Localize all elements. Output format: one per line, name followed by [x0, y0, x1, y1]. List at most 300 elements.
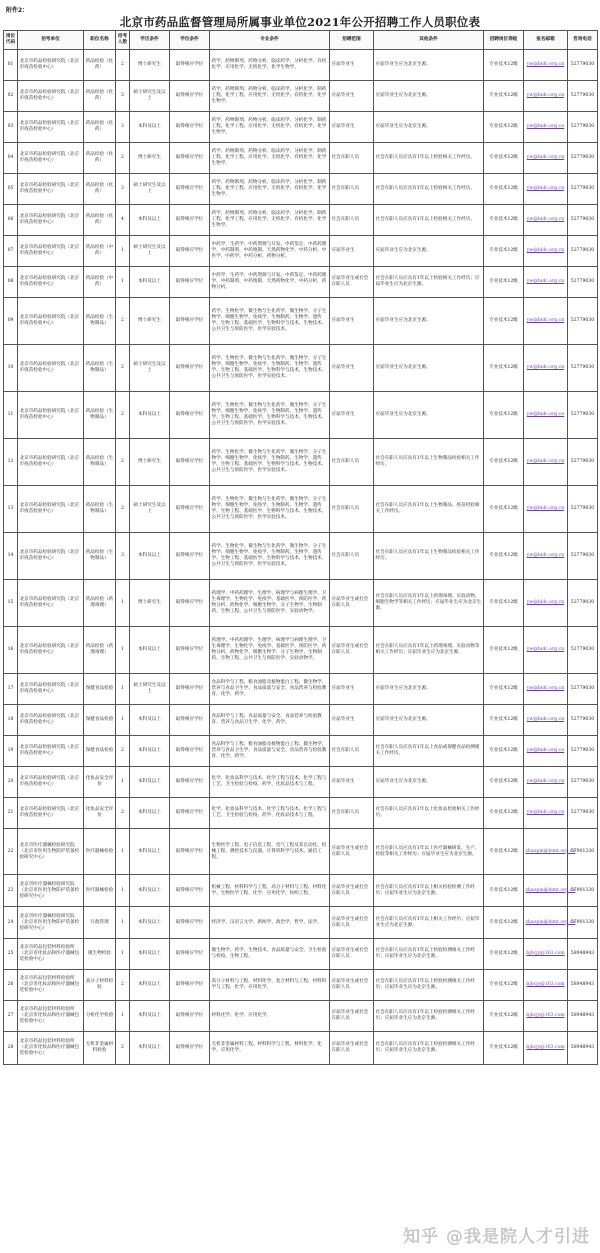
cell-degree: 取得相应学位	[170, 298, 210, 345]
cell-edu: 博士研究生	[130, 580, 170, 627]
cell-edu: 本科及以上	[130, 705, 170, 736]
cell-position: 药品检验（药理毒理）	[84, 580, 116, 627]
cell-unit: 北京市药品检验研究院（北京市疫苗检验中心）	[18, 50, 84, 81]
cell-email[interactable]: yw@bidc.org.cn	[524, 143, 568, 174]
cell-email[interactable]: yw@bidc.org.cn	[524, 767, 568, 798]
cell-level: 专业技术12级	[484, 674, 524, 705]
cell-unit: 北京市医疗器械检验研究院（北京市医用生物防护装备检验研究中心）	[18, 907, 84, 939]
cell-level: 专业技术12级	[484, 267, 524, 298]
cell-unit: 北京市药品包装材料检验所（北京市化妆品和医疗器械包装检验中心）	[18, 1032, 84, 1065]
table-row	[4, 907, 598, 939]
cell-phone: 52779030	[568, 143, 598, 174]
cell-edu: 硕士研究生及以上	[130, 345, 170, 392]
cell-other: 社会在职人员应具有1年以上食品或保健食品检测相关工作经历。	[374, 736, 484, 767]
cell-phone: 52779030	[568, 674, 598, 705]
cell-unit: 北京市药品检验研究院（北京市疫苗检验中心）	[18, 81, 84, 112]
cell-num: 3	[116, 81, 130, 112]
cell-edu: 硕士研究生及以上	[130, 674, 170, 705]
cell-num: 1	[116, 705, 130, 736]
table-row	[4, 705, 598, 736]
cell-code: 21	[4, 798, 18, 829]
cell-email[interactable]: yw@bidc.org.cn	[524, 345, 568, 392]
cell-major: 药学、药物制剂、药物分析、临床药学、分析化学、制药工程、化学工程、应用化学、无机化学、有机化学、化学生物学。	[210, 143, 330, 174]
cell-scope: 社会在职人员	[330, 439, 374, 486]
cell-num: 2	[116, 298, 130, 345]
table-row	[4, 736, 598, 767]
cell-email[interactable]: bjbcjy@163.com	[524, 1001, 568, 1032]
cell-code: 12	[4, 439, 18, 486]
cell-other: 应届毕业生应为北京生源。	[374, 767, 484, 798]
cell-phone: 58948943	[568, 1032, 598, 1065]
col-header: 岗位代码	[4, 31, 18, 50]
cell-major: 药学、生物化学、微生物与生化药学、微生物学、分子生物学、细胞生物学、免疫学、生物制药、生物学、遗传学、生物工程、基础医学、生物科学与技术、生物技术、公共卫生与预防医学、医学实验技术。	[210, 392, 330, 439]
cell-unit: 北京市药品检验研究院（北京市疫苗检验中心）	[18, 674, 84, 705]
table-row	[4, 174, 598, 205]
cell-position: 药品检验（化药）	[84, 81, 116, 112]
cell-scope: 社会在职人员	[330, 205, 374, 236]
cell-major: 食品科学与工程、粮食油脂及植物蛋白工程、微生物学、营养与食品卫生学、食品质量与安全、食品营养与检验教育、化学、药学。	[210, 736, 330, 767]
cell-unit: 北京市药品检验研究院（北京市疫苗检验中心）	[18, 298, 84, 345]
cell-level: 专业技术12级	[484, 970, 524, 1001]
cell-num: 2	[116, 392, 130, 439]
col-header: 学位条件	[170, 31, 210, 50]
cell-num: 3	[116, 112, 130, 143]
cell-position: 保健食品检验	[84, 705, 116, 736]
cell-scope: 社会在职人员	[330, 533, 374, 580]
cell-code: 22	[4, 829, 18, 875]
cell-degree: 取得相应学位	[170, 174, 210, 205]
cell-email[interactable]: yw@bidc.org.cn	[524, 736, 568, 767]
cell-email[interactable]: yw@bidc.org.cn	[524, 627, 568, 674]
cell-unit: 北京市药品包装材料检验所（北京市化妆品和医疗器械包装检验中心）	[18, 970, 84, 1001]
cell-major: 无机非金属材料工程、材料科学与工程、材料化学、化学、应用化学。	[210, 1032, 330, 1065]
cell-email[interactable]: bjbcjy@163.com	[524, 970, 568, 1001]
cell-code: 17	[4, 674, 18, 705]
cell-scope: 应届毕业生或社会在职人员	[330, 875, 374, 907]
cell-other: 社会在职人员应具有1年以上检验相关工作经历。	[374, 174, 484, 205]
cell-degree: 取得相应学位	[170, 767, 210, 798]
cell-level: 专业技术12级	[484, 486, 524, 533]
cell-scope: 社会在职人员	[330, 798, 374, 829]
cell-level: 专业技术12级	[484, 236, 524, 267]
cell-edu: 博士研究生	[130, 298, 170, 345]
cell-degree: 取得相应学位	[170, 533, 210, 580]
cell-position: 药品检验（化药）	[84, 143, 116, 174]
cell-email[interactable]: yw@bidc.org.cn	[524, 798, 568, 829]
table-row	[4, 674, 598, 705]
cell-position: 药品检验（化药）	[84, 205, 116, 236]
cell-code: 24	[4, 907, 18, 939]
page-title: 北京市药品监督管理局所属事业单位2021年公开招聘工作人员职位表	[119, 15, 481, 29]
col-header: 招聘范围	[330, 31, 374, 50]
cell-other: 社会在职人员应具有1年以上检验检测相关工作经历；应届毕业生应为北京生源。	[374, 1032, 484, 1065]
cell-level: 专业技术12级	[484, 1032, 524, 1065]
cell-unit: 北京市药品包装材料检验所（北京市化妆品和医疗器械包装检验中心）	[18, 939, 84, 970]
cell-code: 23	[4, 875, 18, 907]
cell-num: 2	[116, 486, 130, 533]
cell-major: 微生物学、药学、生物技术、食品质量与安全、卫生检验与检疫、生物工程。	[210, 939, 330, 970]
cell-code: 08	[4, 267, 18, 298]
cell-edu: 硕士研究生及以上	[130, 174, 170, 205]
cell-scope: 应届毕业生或社会在职人员	[330, 939, 374, 970]
cell-phone: 52779030	[568, 81, 598, 112]
cell-code: 09	[4, 298, 18, 345]
cell-num: 2	[116, 970, 130, 1001]
cell-email[interactable]: yw@bidc.org.cn	[524, 674, 568, 705]
cell-phone: 52779030	[568, 705, 598, 736]
cell-num: 3	[116, 174, 130, 205]
cell-scope: 应届毕业生	[330, 50, 374, 81]
cell-degree: 取得相应学位	[170, 112, 210, 143]
col-header: 招考单位	[18, 31, 84, 50]
table-body	[4, 50, 598, 1065]
cell-code: 20	[4, 767, 18, 798]
cell-other: 社会在职人员应具有1年以上检验检测相关工作经历；应届毕业生应为北京生源。	[374, 1001, 484, 1032]
table-row	[4, 875, 598, 907]
cell-email[interactable]: yw@bidc.org.cn	[524, 486, 568, 533]
col-header: 招聘岗位等级	[484, 31, 524, 50]
cell-edu: 博士研究生	[130, 50, 170, 81]
cell-edu: 本科及以上	[130, 533, 170, 580]
cell-unit: 北京市药品检验研究院（北京市疫苗检验中心）	[18, 205, 84, 236]
table-row	[4, 112, 598, 143]
cell-code: 28	[4, 1032, 18, 1065]
cell-num: 1	[116, 939, 130, 970]
cell-code: 18	[4, 705, 18, 736]
cell-num: 1	[116, 1001, 130, 1032]
cell-other: 社会在职人员应具有1年以上药理毒理、实验动物等相关工作经历；应届毕业生应为北京生源。	[374, 627, 484, 674]
cell-edu: 本科及以上	[130, 267, 170, 298]
cell-email[interactable]: yw@bidc.org.cn	[524, 50, 568, 81]
cell-num: 1	[116, 267, 130, 298]
cell-position: 保健食品检验	[84, 674, 116, 705]
cell-major: 药学、药物制剂、药物分析、临床药学、分析化学、有机化学、应用化学、无机化学、化学生物学。	[210, 50, 330, 81]
table-row	[4, 1001, 598, 1032]
cell-unit: 北京市医疗器械检验研究院（北京市医用生物防护装备检验研究中心）	[18, 829, 84, 875]
cell-position: 药品检验（化药）	[84, 174, 116, 205]
cell-num: 3	[116, 533, 130, 580]
cell-phone: 52779030	[568, 392, 598, 439]
cell-degree: 取得相应学位	[170, 50, 210, 81]
cell-code: 11	[4, 392, 18, 439]
cell-degree: 取得相应学位	[170, 705, 210, 736]
col-header: 其他条件	[374, 31, 484, 50]
cell-phone: 52779030	[568, 736, 598, 767]
cell-unit: 北京市药品检验研究院（北京市疫苗检验中心）	[18, 580, 84, 627]
cell-email[interactable]: zhaopin@bimt.org.cn	[524, 907, 568, 939]
cell-num: 1	[116, 674, 130, 705]
cell-position: 药品检验（生物制品）	[84, 439, 116, 486]
cell-position: 高分子材料检验	[84, 970, 116, 1001]
cell-degree: 取得相应学位	[170, 798, 210, 829]
cell-level: 专业技术12级	[484, 939, 524, 970]
cell-unit: 北京市药品检验研究院（北京市疫苗检验中心）	[18, 392, 84, 439]
cell-edu: 博士研究生	[130, 143, 170, 174]
cell-position: 药品检验（生物制品）	[84, 533, 116, 580]
cell-position: 无机非金属材料检验	[84, 1032, 116, 1065]
cell-code: 10	[4, 345, 18, 392]
cell-phone: 52779030	[568, 533, 598, 580]
cell-code: 01	[4, 50, 18, 81]
cell-edu: 本科及以上	[130, 829, 170, 875]
cell-level: 专业技术12级	[484, 580, 524, 627]
cell-num: 2	[116, 798, 130, 829]
cell-position: 微生物检验	[84, 939, 116, 970]
cell-num: 1	[116, 907, 130, 939]
col-header: 学历条件	[130, 31, 170, 50]
table-row	[4, 1032, 598, 1065]
cell-email[interactable]: yw@bidc.org.cn	[524, 267, 568, 298]
cell-other: 应届毕业生应为北京生源。	[374, 345, 484, 392]
cell-major: 药学、生物化学、微生物与生化药学、微生物学、分子生物学、细胞生物学、免疫学、生物制药、生物学、遗传学、生物工程、基础医学、生物科学与技术、生物技术、公共卫生与预防医学、医学实验技术。	[210, 486, 330, 533]
cell-code: 05	[4, 174, 18, 205]
cell-email[interactable]: yw@bidc.org.cn	[524, 81, 568, 112]
cell-phone: 52779030	[568, 174, 598, 205]
cell-position: 药品检验（化药）	[84, 50, 116, 81]
cell-email[interactable]: yw@bidc.org.cn	[524, 533, 568, 580]
cell-email[interactable]: yw@bidc.org.cn	[524, 705, 568, 736]
cell-code: 07	[4, 236, 18, 267]
cell-num: 2	[116, 143, 130, 174]
cell-level: 专业技术12级	[484, 174, 524, 205]
cell-level: 专业技术12级	[484, 798, 524, 829]
cell-code: 19	[4, 736, 18, 767]
cell-email[interactable]: yw@bidc.org.cn	[524, 298, 568, 345]
cell-phone: 52779030	[568, 267, 598, 298]
cell-num: 1	[116, 580, 130, 627]
cell-degree: 取得相应学位	[170, 81, 210, 112]
cell-scope: 社会在职人员	[330, 736, 374, 767]
col-header: 专业条件	[210, 31, 330, 50]
cell-unit: 北京市药品检验研究院（北京市疫苗检验中心）	[18, 767, 84, 798]
cell-major: 食品科学与工程、食品质量与安全、食品营养与检验教育、营养与食品卫生学、化学、药学。	[210, 705, 330, 736]
table-row	[4, 236, 598, 267]
cell-email[interactable]: zhaopin@bimt.org.cn	[524, 829, 568, 875]
cell-code: 06	[4, 205, 18, 236]
cell-degree: 取得相应学位	[170, 345, 210, 392]
cell-other: 社会在职人员应具有1年以上检验检测相关工作经历；应届毕业生应为北京生源。	[374, 970, 484, 1001]
col-header: 咨询电话	[568, 31, 598, 50]
cell-position: 行政管理	[84, 907, 116, 939]
cell-position: 药品检验（生物制品）	[84, 345, 116, 392]
table-row	[4, 345, 598, 392]
cell-major: 药学、药物制剂、药物分析、临床药学、分析化学、制药工程、化学工程、应用化学、无机化学、有机化学、化学生物学。	[210, 81, 330, 112]
cell-level: 专业技术12级	[484, 205, 524, 236]
cell-major: 药学、生物化学、微生物与生化药学、微生物学、分子生物学、细胞生物学、免疫学、生物制药、生物学、遗传学、生物工程、基础医学、生物科学与技术、生物技术、公共卫生与预防医学、医学实验技术。	[210, 533, 330, 580]
table-row	[4, 486, 598, 533]
cell-position: 药品检验（生物制品）	[84, 486, 116, 533]
table-row	[4, 81, 598, 112]
cell-scope: 应届毕业生	[330, 236, 374, 267]
cell-scope: 社会在职人员	[330, 143, 374, 174]
cell-email[interactable]: yw@bidc.org.cn	[524, 236, 568, 267]
cell-scope: 应届毕业生或社会在职人员	[330, 1032, 374, 1065]
cell-major: 中药学、生药学、中药资源与开发、中药鉴定、中药药理学、中药制剂、中药炮制、天然药物化学、中药分析、药物分析。	[210, 267, 330, 298]
cell-level: 专业技术12级	[484, 705, 524, 736]
cell-email[interactable]: yw@bidc.org.cn	[524, 205, 568, 236]
cell-degree: 取得相应学位	[170, 939, 210, 970]
cell-scope: 应届毕业生	[330, 81, 374, 112]
cell-degree: 取得相应学位	[170, 627, 210, 674]
cell-phone: 52779030	[568, 345, 598, 392]
cell-degree: 取得相应学位	[170, 875, 210, 907]
table-row	[4, 939, 598, 970]
cell-level: 专业技术12级	[484, 829, 524, 875]
watermark: 知乎 @我是院人才引进	[403, 1227, 590, 1247]
cell-unit: 北京市药品检验研究院（北京市疫苗检验中心）	[18, 439, 84, 486]
cell-degree: 取得相应学位	[170, 486, 210, 533]
cell-phone: 52779030	[568, 112, 598, 143]
cell-code: 25	[4, 939, 18, 970]
cell-edu: 本科及以上	[130, 627, 170, 674]
cell-position: 保健食品检验	[84, 736, 116, 767]
cell-phone: 52779030	[568, 439, 598, 486]
cell-unit: 北京市药品检验研究院（北京市疫苗检验中心）	[18, 533, 84, 580]
cell-phone: 52779030	[568, 205, 598, 236]
cell-level: 专业技术12级	[484, 439, 524, 486]
cell-num: 1	[116, 875, 130, 907]
cell-level: 专业技术12级	[484, 907, 524, 939]
cell-num: 2	[116, 50, 130, 81]
table-row	[4, 627, 598, 674]
cell-other: 社会在职人员应具有1年以上生物制品、疫苗检验相关工作经历。	[374, 486, 484, 533]
cell-unit: 北京市药品包装材料检验所（北京市化妆品和医疗器械包装检验中心）	[18, 1001, 84, 1032]
cell-phone: 58948943	[568, 970, 598, 1001]
cell-other: 应届毕业生应为北京生源。	[374, 50, 484, 81]
cell-degree: 取得相应学位	[170, 205, 210, 236]
cell-level: 专业技术12级	[484, 143, 524, 174]
cell-email[interactable]: yw@bidc.org.cn	[524, 174, 568, 205]
cell-edu: 博士研究生	[130, 439, 170, 486]
cell-scope: 应届毕业生或社会在职人员	[330, 907, 374, 939]
cell-code: 16	[4, 627, 18, 674]
cell-scope: 应届毕业生或社会在职人员	[330, 267, 374, 298]
annex-label: 附件2：	[6, 7, 29, 14]
cell-edu: 本科及以上	[130, 736, 170, 767]
table-header-row	[4, 31, 598, 50]
cell-edu: 本科及以上	[130, 112, 170, 143]
cell-edu: 本科及以上	[130, 939, 170, 970]
cell-degree: 取得相应学位	[170, 580, 210, 627]
cell-email[interactable]: yw@bidc.org.cn	[524, 392, 568, 439]
table-row	[4, 50, 598, 81]
cell-major: 食品科学与工程、粮食油脂及植物蛋白工程、微生物学、营养与食品卫生学、食品质量与安全、食品营养与检验教育、化学、药学。	[210, 674, 330, 705]
table-row	[4, 267, 598, 298]
cell-major: 药学、生物化学、微生物与生化药学、微生物学、分子生物学、细胞生物学、免疫学、生物制药、生物学、遗传学、生物工程、基础医学、生物科学与技术、生物技术、公共卫生与预防医学、医学实验技术。	[210, 439, 330, 486]
table-row	[4, 767, 598, 798]
cell-position: 药品检验（中药）	[84, 267, 116, 298]
cell-num: 2	[116, 1032, 130, 1065]
cell-phone: 52779030	[568, 767, 598, 798]
cell-level: 专业技术12级	[484, 345, 524, 392]
cell-position: 药品检验（中药）	[84, 236, 116, 267]
cell-unit: 北京市药品检验研究院（北京市疫苗检验中心）	[18, 705, 84, 736]
cell-email[interactable]: bjbcjy@163.com	[524, 1032, 568, 1065]
cell-code: 27	[4, 1001, 18, 1032]
cell-email[interactable]: yw@bidc.org.cn	[524, 112, 568, 143]
cell-degree: 取得相应学位	[170, 439, 210, 486]
cell-scope: 应届毕业生或社会在职人员	[330, 970, 374, 1001]
cell-phone: 52779030	[568, 627, 598, 674]
cell-edu: 本科及以上	[130, 1001, 170, 1032]
cell-email[interactable]: yw@bidc.org.cn	[524, 580, 568, 627]
cell-major: 药学、生物化学、微生物与生化药学、微生物学、分子生物学、细胞生物学、免疫学、生物制药、生物学、遗传学、生物工程、基础医学、生物科学与技术、生物技术、公共卫生与预防医学、医学实验技术。	[210, 298, 330, 345]
cell-position: 药品检验（生物制品）	[84, 298, 116, 345]
table-row	[4, 439, 598, 486]
cell-major: 药学、药物制剂、药物分析、临床药学、分析化学、制药工程、化学工程、应用化学、无机化学、有机化学、化学生物学。	[210, 174, 330, 205]
cell-email[interactable]: bjbcjy@163.com	[524, 939, 568, 970]
cell-email[interactable]: yw@bidc.org.cn	[524, 439, 568, 486]
cell-email[interactable]: zhaopin@bimt.org.cn	[524, 875, 568, 907]
cell-edu: 本科及以上	[130, 970, 170, 1001]
cell-other: 应届毕业生应为北京生源。	[374, 392, 484, 439]
cell-other: 社会在职人员应具有1年以上检验相关工作经历；应届毕业生应为北京生源。	[374, 267, 484, 298]
cell-edu: 本科及以上	[130, 798, 170, 829]
col-header: 报名邮箱	[524, 31, 568, 50]
cell-phone: 52779030	[568, 298, 598, 345]
cell-scope: 社会在职人员	[330, 174, 374, 205]
cell-edu: 硕士研究生及以上	[130, 486, 170, 533]
cell-phone: 52779030	[568, 580, 598, 627]
cell-phone: 57901330	[568, 829, 598, 875]
cell-position: 药品检验（药理毒理）	[84, 627, 116, 674]
cell-major: 药学、药物制剂、药物分析、临床药学、分析化学、制药工程、化学工程、应用化学、无机化学、有机化学、化学生物学。	[210, 112, 330, 143]
cell-scope: 应届毕业生或社会在职人员	[330, 1001, 374, 1032]
cell-edu: 本科及以上	[130, 907, 170, 939]
table-row	[4, 829, 598, 875]
cell-phone: 52779030	[568, 236, 598, 267]
cell-degree: 取得相应学位	[170, 674, 210, 705]
cell-phone: 52779030	[568, 50, 598, 81]
cell-unit: 北京市药品检验研究院（北京市疫苗检验中心）	[18, 627, 84, 674]
cell-scope: 应届毕业生	[330, 674, 374, 705]
cell-degree: 取得相应学位	[170, 236, 210, 267]
cell-level: 专业技术12级	[484, 392, 524, 439]
cell-num: 2	[116, 736, 130, 767]
cell-num: 1	[116, 236, 130, 267]
table-row	[4, 392, 598, 439]
cell-major: 生物医学工程、电子信息工程、电气工程及其自动化、机械工程、测控技术与仪器、计算机科学与技术、通信工程。	[210, 829, 330, 875]
table-row	[4, 533, 598, 580]
cell-level: 专业技术12级	[484, 1001, 524, 1032]
table-row	[4, 580, 598, 627]
cell-unit: 北京市医疗器械检验研究院（北京市医用生物防护装备检验研究中心）	[18, 875, 84, 907]
cell-unit: 北京市药品检验研究院（北京市疫苗检验中心）	[18, 798, 84, 829]
cell-degree: 取得相应学位	[170, 907, 210, 939]
cell-phone: 57901330	[568, 907, 598, 939]
cell-major: 药理学、中药药理学、生理学、病理学与病理生理学、卫生毒理学、生物化学、免疫学、基础医学、预防医学、药物分析、药物化学、细胞生物学、分子生物学、生物制药、生物工程、公共卫生与预防医学、实验动物学。	[210, 627, 330, 674]
cell-other: 社会在职人员应具有1年以上药理毒理、实验动物、细胞生物学等相关工作经历；应届毕业生应为北京生源。	[374, 580, 484, 627]
cell-unit: 北京市药品检验研究院（北京市疫苗检验中心）	[18, 236, 84, 267]
cell-scope: 应届毕业生	[330, 767, 374, 798]
cell-unit: 北京市药品检验研究院（北京市疫苗检验中心）	[18, 345, 84, 392]
cell-position: 医疗器械检验	[84, 875, 116, 907]
cell-phone: 52779030	[568, 486, 598, 533]
cell-scope: 应届毕业生或社会在职人员	[330, 829, 374, 875]
cell-position: 医疗器械检验	[84, 829, 116, 875]
cell-num: 1	[116, 627, 130, 674]
cell-position: 药品检验（生物制品）	[84, 392, 116, 439]
cell-other: 应届毕业生应为北京生源。	[374, 236, 484, 267]
cell-major: 药学、生物化学、微生物与生化药学、微生物学、分子生物学、细胞生物学、免疫学、生物制药、生物学、遗传学、生物工程、基础医学、生物科学与技术、生物技术、公共卫生与预防医学、医学实验技术。	[210, 345, 330, 392]
cell-scope: 应届毕业生或社会在职人员	[330, 580, 374, 627]
cell-other: 社会在职人员应具有1年以上生物制品检验相关工作经历。	[374, 439, 484, 486]
cell-num: 2	[116, 345, 130, 392]
cell-code: 03	[4, 112, 18, 143]
cell-level: 专业技术12级	[484, 533, 524, 580]
cell-edu: 本科及以上	[130, 1032, 170, 1065]
cell-edu: 本科及以上	[130, 205, 170, 236]
